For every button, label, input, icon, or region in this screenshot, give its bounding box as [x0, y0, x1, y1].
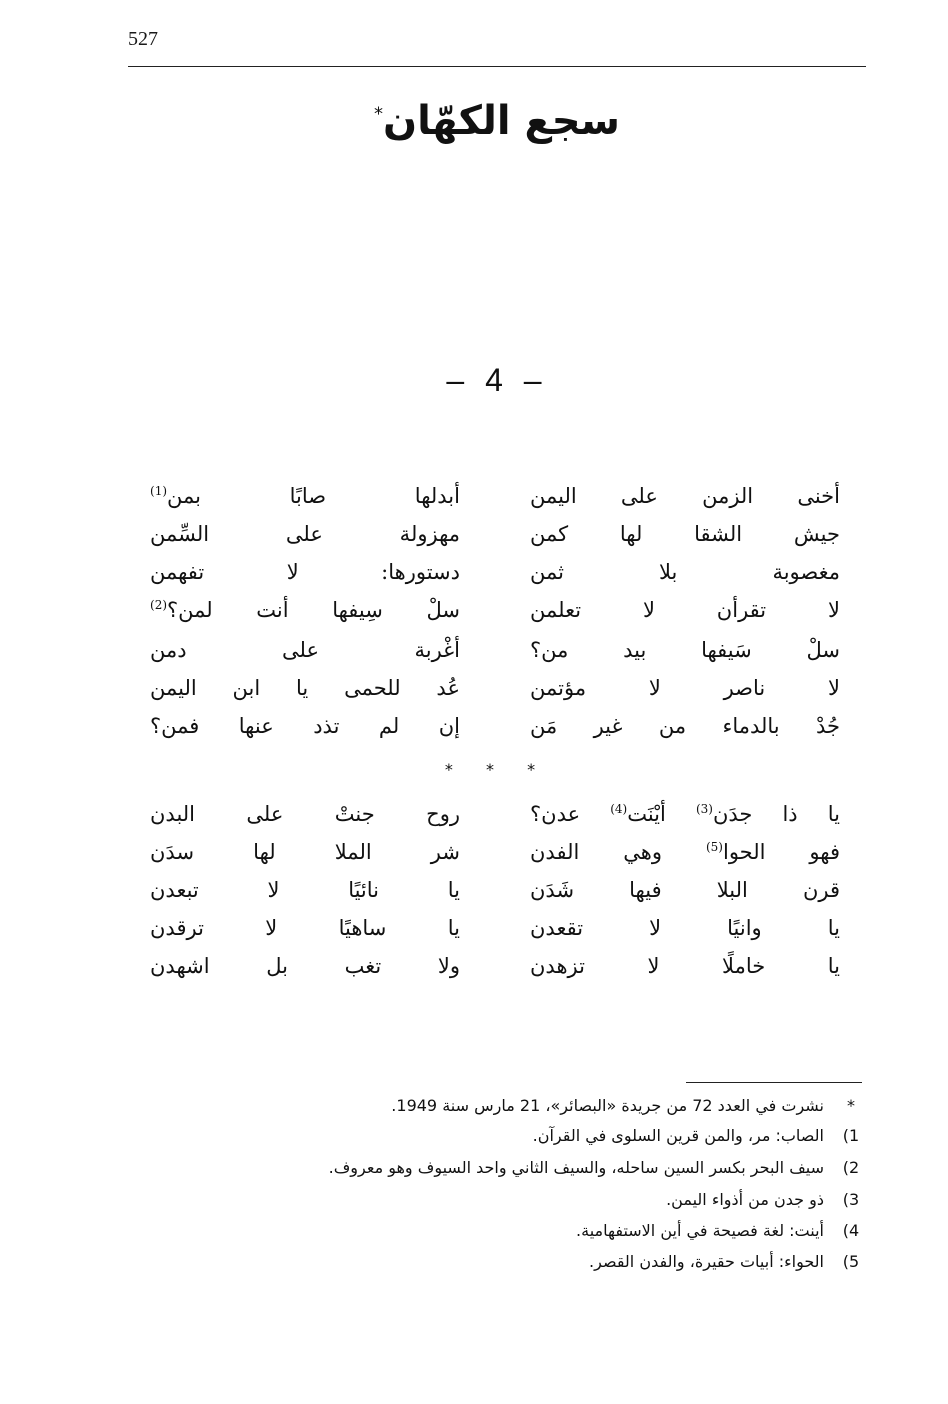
footnote-text: أينت: لغة فصيحة في أين الاستفهامية. [576, 1221, 824, 1240]
verse-hemistich-right: مغصوبة بلا ثمن [530, 560, 840, 584]
footnote [144, 1221, 864, 1251]
verse-line [150, 878, 840, 916]
hemistich-text: فهو الحوا [722, 840, 840, 864]
footnote-marker: 1) [842, 1126, 860, 1145]
footnote-text: الصاب: مر، والمن قرين السلوى في القرآن. [532, 1126, 824, 1145]
hemistich-text: يا ذا جدَن [712, 802, 840, 826]
verse-line [150, 916, 840, 954]
footnote-text: ذو جدن من أذواء اليمن. [666, 1190, 824, 1209]
section-number: – 4 – [446, 362, 548, 398]
header-rule [128, 66, 866, 67]
footnote-text: سيف البحر بكسر السين ساحله، والسيف الثاني واحد السيوف وهو معروف. [328, 1158, 824, 1177]
title-text: سجع الكهّان [383, 98, 620, 144]
verse-hemistich-right: قرن البلا فيها شَدَن [530, 878, 840, 902]
verse-hemistich-right [530, 840, 840, 864]
title-footnote-mark: * [374, 103, 383, 125]
footnote-text: الحواء: أبيات حقيرة، والفدن القصر. [589, 1252, 824, 1271]
verse-hemistich-right: يا وانيًا لا تقعدن [530, 916, 840, 940]
footnote [144, 1190, 864, 1220]
footnote-ref: (2) [150, 598, 168, 612]
verse-line [150, 676, 840, 714]
footnote [144, 1158, 864, 1188]
verse-hemistich-left [150, 484, 460, 508]
verse-line [150, 522, 840, 560]
footnote-ref: (5) [705, 840, 723, 854]
footnote-ref: (4) [610, 802, 628, 816]
verse-hemistich-left: عُد للحمى يا ابن اليمن [150, 676, 460, 700]
verse-hemistich-right: جُدْ بالدماء من غير مَن [530, 714, 840, 738]
verse-line [150, 714, 840, 752]
footnote-marker: 3) [842, 1190, 860, 1209]
verse-hemistich-left: يا ساهيًا لا ترقدن [150, 916, 460, 940]
verse-hemistich-right: جيش الشقا لها كمن [530, 522, 840, 546]
hemistich-text: سلْ سِيفها أنت لمن؟ [167, 598, 460, 622]
verse-hemistich-left: روح جنتْ على البدن [150, 802, 460, 826]
verse-hemistich-right: أخنى الزمن على اليمن [530, 484, 840, 508]
verse-line [150, 638, 840, 676]
footnote [144, 1126, 864, 1156]
verse-line [150, 840, 840, 878]
verse-hemistich-right [530, 802, 840, 826]
footnote-text: نشرت في العدد 72 من جريدة «البصائر»، 21 مارس سنة 1949. [391, 1096, 824, 1115]
footnote-ref: (3) [695, 802, 713, 816]
footnote-marker: 5) [842, 1252, 860, 1271]
hemistich-text: وهي الفدن [530, 840, 662, 864]
verse-line [150, 598, 840, 636]
page-title [128, 98, 866, 144]
footnote-marker: * [847, 1096, 855, 1115]
verse-line [150, 560, 840, 598]
section-separator: * * * [444, 760, 550, 779]
footnote-marker: 2) [842, 1158, 860, 1177]
page-number: 527 [128, 28, 158, 50]
footnote-rule [686, 1082, 862, 1083]
verse-hemistich-left: إن لم تذد عنها فمن؟ [150, 714, 460, 738]
verse-hemistich-right: لا تقرأن لا تعلمن [530, 598, 840, 622]
verse-hemistich-left [150, 598, 460, 622]
hemistich-text: عدن؟ [530, 802, 581, 826]
verse-hemistich-right: يا خاملًا لا تزهدن [530, 954, 840, 978]
verse-hemistich-left: شر الملا لها سدَن [150, 840, 460, 864]
footnote-ref: (1) [150, 484, 168, 498]
verse-hemistich-right: سلْ سَيفها بيد من؟ [530, 638, 840, 662]
verse-hemistich-left: يا نائيًا لا تبعدن [150, 878, 460, 902]
verse-hemistich-right: لا ناصر لا مؤتمن [530, 676, 840, 700]
hemistich-text: أيْنَت [627, 802, 666, 826]
verse-hemistich-left: أغْربة على دمن [150, 638, 460, 662]
footnote-marker: 4) [842, 1221, 860, 1240]
verse-line [150, 954, 840, 992]
verse-line [150, 802, 840, 840]
footnote [144, 1096, 864, 1126]
footnote [144, 1252, 864, 1282]
verse-hemistich-left: مهزولة على السِّمن [150, 522, 460, 546]
hemistich-text: أبدلها صابًا بمن [167, 484, 460, 508]
verse-hemistich-left: دستورها: لا تفهمن [150, 560, 460, 584]
verse-line [150, 484, 840, 522]
verse-hemistich-left: ولا تغب بل اشهدن [150, 954, 460, 978]
